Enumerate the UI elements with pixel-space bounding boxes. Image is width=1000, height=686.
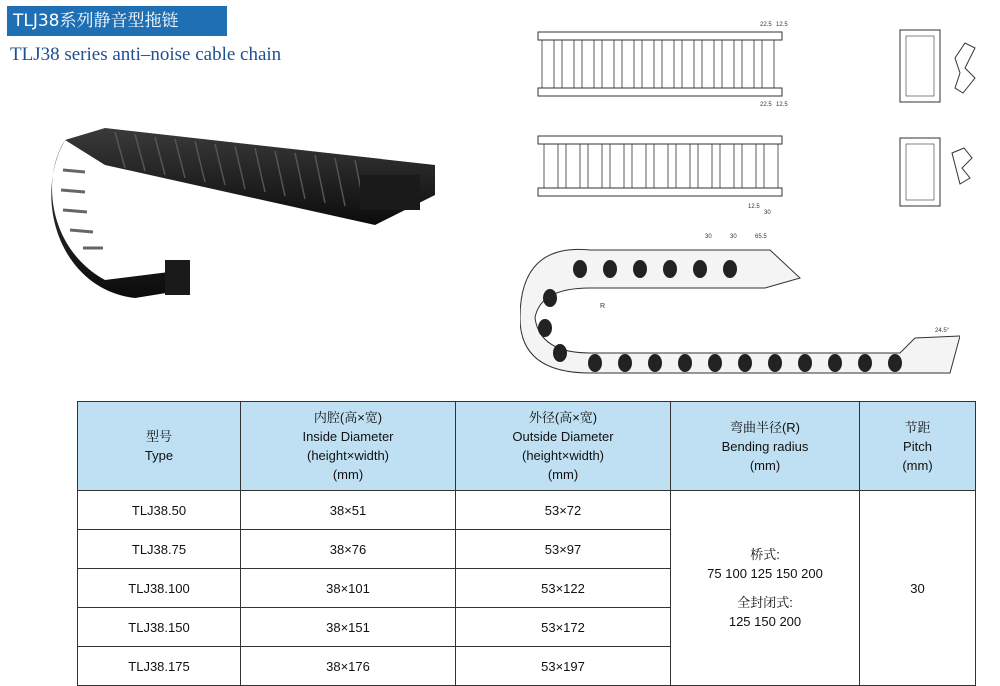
cross-section-drawings xyxy=(880,18,990,218)
table-row xyxy=(78,491,976,530)
cell-bending-radius: 桥式: 75 100 125 150 200 全封闭式: 125 150 200 xyxy=(671,491,860,686)
side-view-drawing xyxy=(520,228,960,383)
cell-outside: 53×172 xyxy=(456,608,671,647)
dim-label: 65.5 xyxy=(755,234,767,240)
cell-type: TLJ38.150 xyxy=(78,608,241,647)
radius-label: R xyxy=(600,303,606,310)
cell-inside: 38×101 xyxy=(241,569,456,608)
angle-label: 24.5° xyxy=(935,328,950,334)
dim-label: 30 xyxy=(764,210,771,216)
dim-label: 12.5 xyxy=(776,22,788,28)
cell-type: TLJ38.175 xyxy=(78,647,241,686)
dim-label: 12.5 xyxy=(776,102,788,108)
cell-outside: 53×97 xyxy=(456,530,671,569)
cell-outside: 53×122 xyxy=(456,569,671,608)
header-pitch: 节距 Pitch (mm) xyxy=(860,402,976,491)
title-english: TLJ38 series anti–noise cable chain xyxy=(10,44,282,65)
cell-outside: 53×72 xyxy=(456,491,671,530)
top-view-drawing xyxy=(520,18,800,108)
dim-label: 22.5 xyxy=(760,102,772,108)
header-row xyxy=(78,402,976,491)
cell-inside: 38×76 xyxy=(241,530,456,569)
cell-inside: 38×51 xyxy=(241,491,456,530)
spec-table xyxy=(77,401,976,686)
cell-type: TLJ38.50 xyxy=(78,491,241,530)
cell-type: TLJ38.75 xyxy=(78,530,241,569)
dim-label: 12.5 xyxy=(748,204,760,210)
cell-outside: 53×197 xyxy=(456,647,671,686)
cell-inside: 38×151 xyxy=(241,608,456,647)
middle-view-drawing xyxy=(520,128,800,218)
dim-label: 22.5 xyxy=(760,22,772,28)
dim-label: 30 xyxy=(730,234,737,240)
cell-type: TLJ38.100 xyxy=(78,569,241,608)
cable-chain-photo xyxy=(45,120,440,300)
cell-inside: 38×176 xyxy=(241,647,456,686)
header-inside: 内腔(高×宽) Inside Diameter (height×width) (mm) xyxy=(241,402,456,491)
cell-pitch: 30 xyxy=(860,491,976,686)
header-bending: 弯曲半径(R) Bending radius (mm) xyxy=(671,402,860,491)
header-type: 型号 Type xyxy=(78,402,241,491)
title-chinese: TLJ38系列静音型拖链 xyxy=(7,6,227,36)
dim-label: 30 xyxy=(705,234,712,240)
header-outside: 外径(高×宽) Outside Diameter (height×width) (mm) xyxy=(456,402,671,491)
